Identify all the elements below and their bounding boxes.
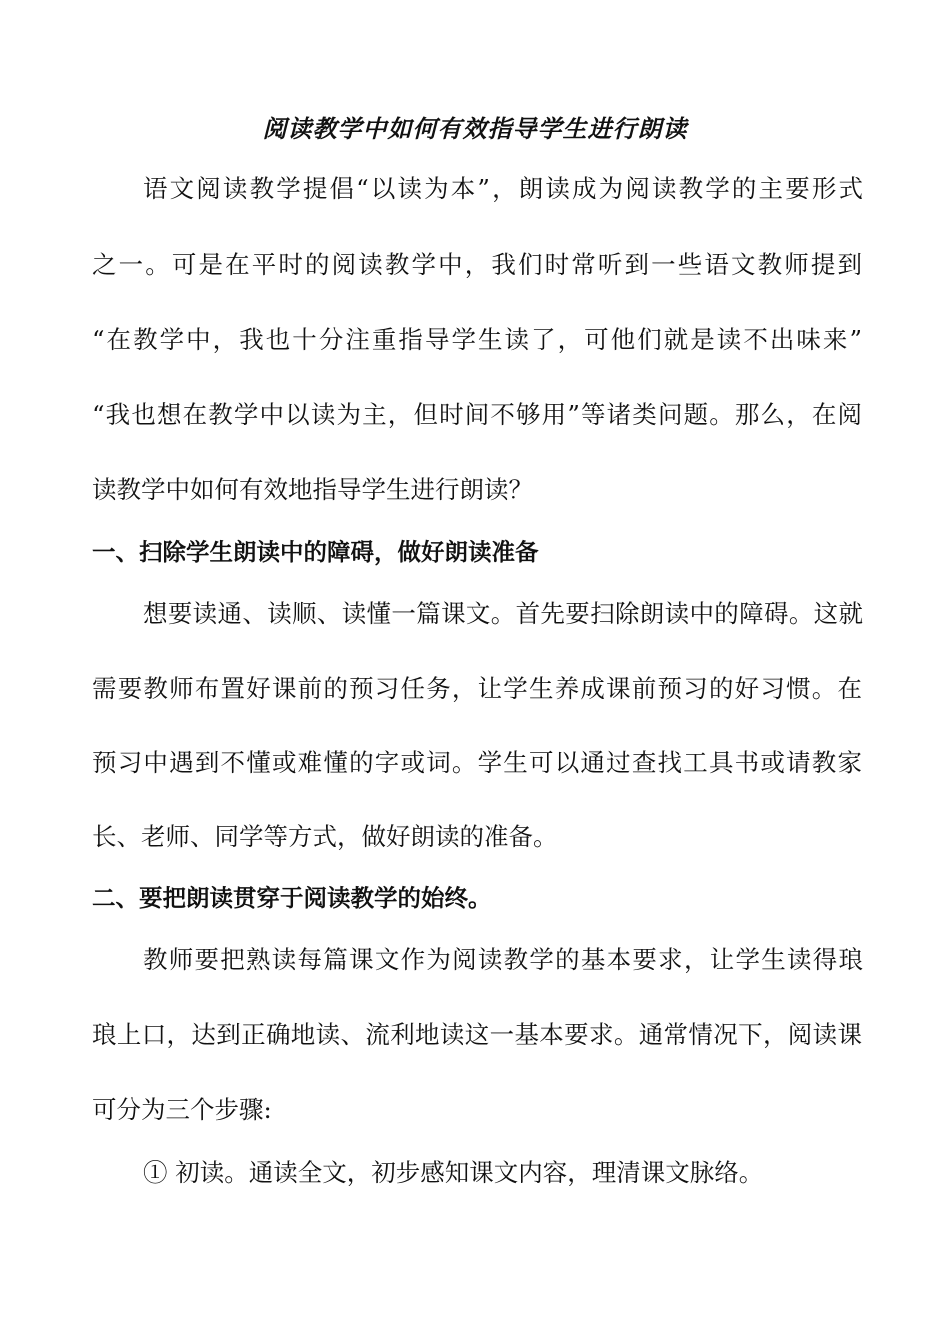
section1-line-1: 想要读通、读顺、读懂一篇课文。首先要扫除朗读中的障碍。这就 <box>143 599 863 628</box>
intro-line-5: 读教学中如何有效地指导学生进行朗读？ <box>92 475 533 504</box>
section2-heading: 二、要把朗读贯穿于阅读教学的始终。 <box>92 884 492 912</box>
section2-line-3: 可分为三个步骤: <box>92 1095 272 1124</box>
intro-line-1: 语文阅读教学提倡“以读为本”，朗读成为阅读教学的主要形式 <box>143 174 863 203</box>
section1-heading: 一、扫除学生朗读中的障碍，做好朗读准备 <box>92 538 539 566</box>
section1-line-4: 长、老师、同学等方式，做好朗读的准备。 <box>92 822 558 851</box>
section2-line-1: 教师要把熟读每篇课文作为阅读教学的基本要求，让学生读得琅 <box>143 945 863 974</box>
intro-line-2: 之一。可是在平时的阅读教学中，我们时常听到一些语文教师提到 <box>92 250 862 279</box>
intro-line-3: “在教学中，我也十分注重指导学生读了，可他们就是读不出味来” <box>92 325 862 354</box>
section1-line-2: 需要教师布置好课前的预习任务，让学生养成课前预习的好习惯。在 <box>92 674 862 703</box>
intro-line-4: “我也想在教学中以读为主，但时间不够用”等诸类问题。那么，在阅 <box>92 400 862 429</box>
document-title: 阅读教学中如何有效指导学生进行朗读 <box>262 114 688 143</box>
section1-line-3: 预习中遇到不懂或难懂的字或词。学生可以通过查找工具书或请教家 <box>92 748 862 777</box>
section2-line-2: 琅上口，达到正确地读、流利地读这一基本要求。通常情况下，阅读课 <box>92 1020 862 1049</box>
section2-line-4: ① 初读。通读全文，初步感知课文内容，理清课文脉络。 <box>143 1158 764 1187</box>
